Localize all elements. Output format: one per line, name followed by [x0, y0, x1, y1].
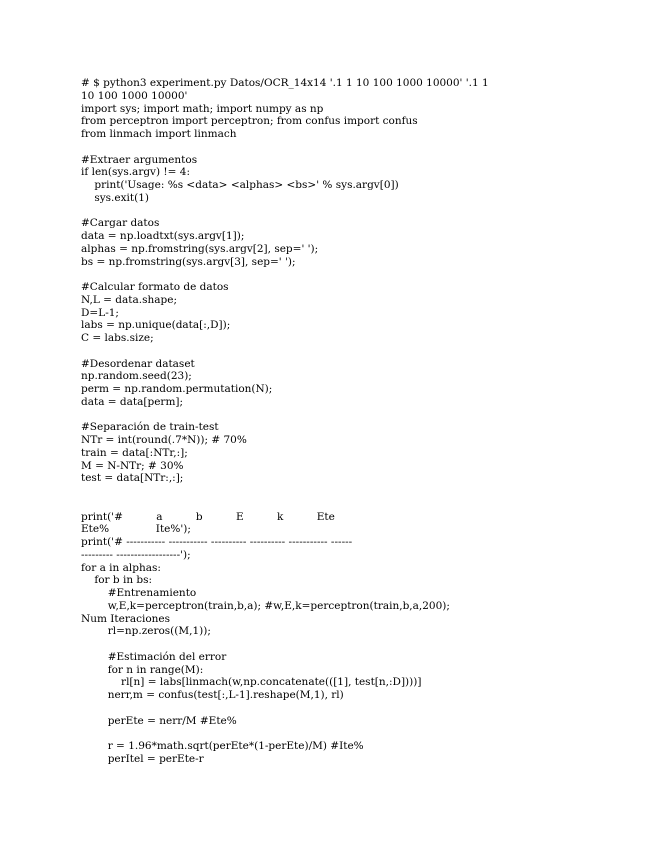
code-line: perEte = nerr/M #Ete% [81, 714, 237, 727]
code-line: #Cargar datos [81, 217, 160, 230]
code-line: #Desordenar dataset [81, 357, 195, 370]
code-line [81, 485, 581, 498]
code-line: N,L = data.shape; [81, 293, 177, 306]
code-line: C = labs.size; [81, 332, 154, 344]
code-line: #Calcular formato de datos [81, 281, 229, 293]
code-line [81, 702, 581, 715]
code-line: perItel = perEte-r [81, 752, 204, 765]
code-line [81, 141, 581, 154]
code-line [81, 409, 581, 422]
code-line: #Estimación del error [81, 650, 227, 663]
code-line: # $ python3 experiment.py Datos/OCR_14x14 '.1 1 10 100 1000 10000' '.1 1 [81, 77, 489, 89]
code-line: sys.exit(1) [81, 191, 149, 204]
code-line: perm = np.random.permutation(N); [81, 383, 273, 395]
code-line: #Extraer argumentos [81, 153, 198, 166]
code-line: for b in bs: [81, 574, 153, 587]
code-line: for a in alphas: [81, 561, 161, 574]
code-line: bs = np.fromstring(sys.argv[3], sep=' '); [81, 255, 296, 268]
code-line: rl=np.zeros((M,1)); [81, 625, 211, 638]
code-line: from linmach import linmach [81, 128, 237, 140]
code-line: if len(sys.argv) != 4: [81, 166, 190, 179]
code-line: #Separación de train-test [81, 421, 219, 434]
code-line: print('Usage: %s <data> <alphas> <bs>' % sys.argv[0]) [81, 179, 399, 191]
code-line [81, 498, 581, 511]
code-line: rl[n] = labs[linmach(w,np.concatenate(([1], test[n,:D])))] [81, 676, 422, 689]
code-line: alphas = np.fromstring(sys.argv[2], sep=' '); [81, 242, 319, 255]
code-line: train = data[:NTr,:]; [81, 446, 188, 459]
code-line [81, 268, 581, 281]
code-line [81, 727, 581, 740]
code-line: labs = np.unique(data[:,D]); [81, 319, 231, 332]
code-line [81, 638, 581, 651]
code-line: D=L-1; [81, 306, 119, 319]
code-line [81, 345, 581, 358]
code-line: test = data[NTr:,:]; [81, 472, 184, 485]
code-listing [81, 77, 581, 766]
code-line: print('# a b E k Ete [81, 510, 335, 523]
code-line: NTr = int(round(.7*N)); # 70% [81, 434, 247, 446]
code-line: from perceptron import perceptron; from confus import confus [81, 115, 418, 128]
code-line: import sys; import math; import numpy as np [81, 102, 324, 115]
code-line: print('# ----------- ----------- ---------- ---------- ----------- ------ [81, 536, 353, 548]
code-line: Ete% Ite%'); [81, 523, 191, 536]
code-line: --------- ------------------'); [81, 548, 191, 561]
code-line: Num Iteraciones [81, 612, 171, 625]
code-line: w,E,k=perceptron(train,b,a); #w,E,k=perceptron(train,b,a,200); [81, 599, 450, 612]
code-line: data = data[perm]; [81, 395, 184, 408]
code-line: #Entrenamiento [81, 587, 197, 599]
code-line: 10 100 1000 10000' [81, 89, 188, 102]
code-line: M = N-NTr; # 30% [81, 459, 184, 472]
code-line: data = np.loadtxt(sys.argv[1]); [81, 230, 245, 242]
code-line: nerr,m = confus(test[:,L-1].reshape(M,1), rl) [81, 689, 344, 701]
code-line [81, 205, 581, 218]
code-line: for n in range(M): [81, 663, 204, 676]
code-line: r = 1.96*math.sqrt(perEte*(1-perEte)/M) #Ite% [81, 740, 364, 752]
code-line: np.random.seed(23); [81, 370, 192, 383]
